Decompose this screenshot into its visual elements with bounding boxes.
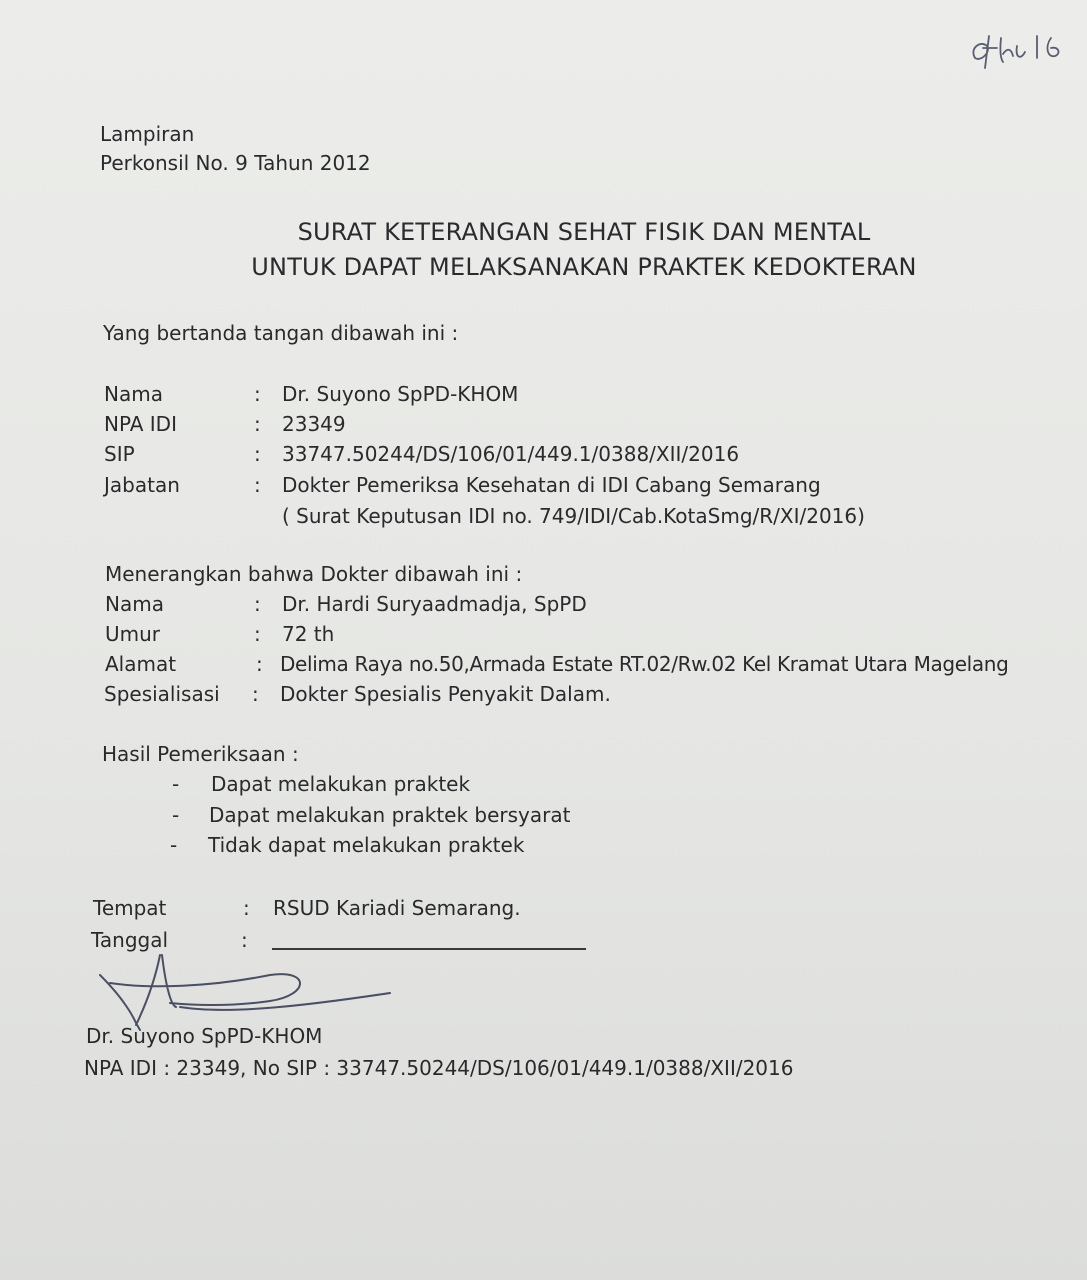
lampiran-label: Lampiran bbox=[100, 122, 195, 146]
colon: : bbox=[254, 442, 261, 466]
list-bullet: - bbox=[172, 772, 180, 796]
subject-specialization-value: Dokter Spesialis Penyakit Dalam. bbox=[280, 682, 611, 706]
result-option: Dapat melakukan praktek bersyarat bbox=[209, 803, 571, 827]
colon: : bbox=[254, 592, 261, 616]
colon: : bbox=[254, 622, 261, 646]
colon: : bbox=[254, 412, 261, 436]
colon: : bbox=[254, 473, 261, 497]
signer-jabatan-value: Dokter Pemeriksa Kesehatan di IDI Cabang Semarang bbox=[282, 473, 821, 497]
subject-specialization-label: Spesialisasi bbox=[104, 682, 220, 706]
subject-age-label: Umur bbox=[105, 622, 161, 646]
handwritten-signature bbox=[70, 945, 400, 1035]
handwritten-note bbox=[967, 18, 1077, 73]
subject-address-value: Delima Raya no.50,Armada Estate RT.02/Rw.02 Kel Kramat Utara Magelang bbox=[280, 652, 1009, 676]
list-bullet: - bbox=[170, 833, 178, 857]
signer-npa-value: 23349 bbox=[282, 412, 346, 436]
subject-name-label: Nama bbox=[105, 592, 164, 616]
regulation-reference: Perkonsil No. 9 Tahun 2012 bbox=[100, 151, 371, 175]
document-title-line2: UNTUK DAPAT MELAKSANAKAN PRAKTEK KEDOKTERAN bbox=[251, 253, 917, 281]
colon: : bbox=[243, 896, 250, 920]
signer-name-label: Nama bbox=[104, 382, 163, 406]
signer-jabatan-label: Jabatan bbox=[104, 473, 180, 497]
tempat-value: RSUD Kariadi Semarang. bbox=[273, 896, 521, 920]
colon: : bbox=[256, 652, 263, 676]
subject-name-value: Dr. Hardi Suryaadmadja, SpPD bbox=[282, 592, 587, 616]
colon: : bbox=[252, 682, 259, 706]
list-bullet: - bbox=[172, 803, 180, 827]
signature-name: Dr. Suyono SpPD-KHOM bbox=[86, 1024, 323, 1048]
subject-address-label: Alamat bbox=[105, 652, 177, 676]
intro-text: Yang bertanda tangan dibawah ini : bbox=[103, 321, 459, 345]
colon: : bbox=[241, 928, 248, 952]
statement-text: Menerangkan bahwa Dokter dibawah ini : bbox=[105, 562, 523, 586]
document-title-line1: SURAT KETERANGAN SEHAT FISIK DAN MENTAL bbox=[297, 218, 871, 246]
signer-name-value: Dr. Suyono SpPD-KHOM bbox=[282, 382, 519, 406]
signer-sip-value: 33747.50244/DS/106/01/449.1/0388/XII/2016 bbox=[282, 442, 740, 466]
results-heading: Hasil Pemeriksaan : bbox=[102, 742, 299, 766]
signer-jabatan-note: ( Surat Keputusan IDI no. 749/IDI/Cab.KotaSmg/R/XI/2016) bbox=[282, 504, 865, 528]
signer-npa-label: NPA IDI bbox=[104, 412, 177, 436]
result-option: Dapat melakukan praktek bbox=[211, 772, 471, 796]
subject-age-value: 72 th bbox=[282, 622, 335, 646]
result-option: Tidak dapat melakukan praktek bbox=[208, 833, 525, 857]
signer-sip-label: SIP bbox=[104, 442, 135, 466]
colon: : bbox=[254, 382, 261, 406]
tempat-label: Tempat bbox=[93, 896, 167, 920]
signature-credentials: NPA IDI : 23349, No SIP : 33747.50244/DS/106/01/449.1/0388/XII/2016 bbox=[84, 1056, 794, 1080]
tanggal-label: Tanggal bbox=[91, 928, 169, 952]
